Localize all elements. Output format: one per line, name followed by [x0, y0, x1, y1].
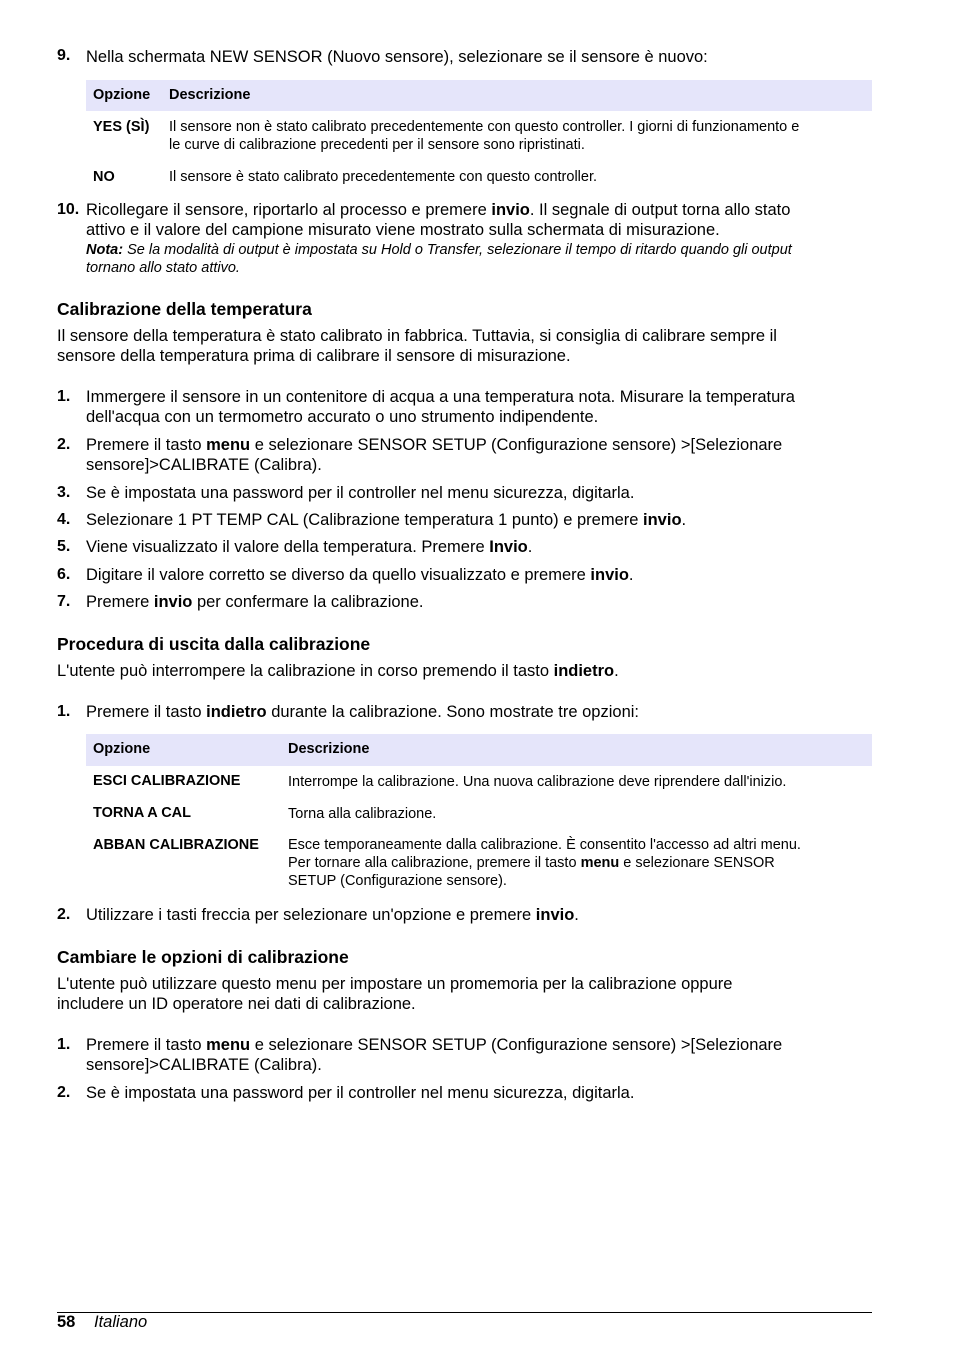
- section-heading: Procedura di uscita dalla calibrazione: [57, 634, 371, 654]
- step-number: 3.: [57, 484, 71, 501]
- table-row-option: YES (SÌ): [93, 119, 150, 135]
- table-row-description: Esce temporaneamente dalla calibrazione. È consentito l'accesso ad altri menu. Per tornare alla calibrazione, premere il tasto menu e selezionare SENSOR SETUP (Configurazione sensore).: [288, 837, 801, 889]
- section-heading: Cambiare le opzioni di calibrazione: [57, 947, 349, 967]
- footer-language: Italiano: [94, 1313, 148, 1331]
- step-number: 1.: [57, 1036, 71, 1053]
- step-text: Digitare il valore corretto se diverso da quello visualizzato e premere invio.: [86, 566, 634, 584]
- step-text: Nella schermata NEW SENSOR (Nuovo sensore), selezionare se il sensore è nuovo:: [86, 48, 708, 66]
- step-text: Premere il tasto menu e selezionare SENSOR SETUP (Configurazione sensore) >[Selezionare sensore]>CALIBRATE (Calibra).: [86, 1036, 783, 1074]
- table-row-description: Torna alla calibrazione.: [288, 806, 437, 822]
- section-intro: L'utente può utilizzare questo menu per impostare un promemoria per la calibrazione oppure includere un ID operatore nei dati di calibrazione.: [57, 975, 733, 1013]
- step-number: 10.: [57, 201, 80, 218]
- table-header-description: Descrizione: [169, 87, 251, 103]
- table-header-option: Opzione: [93, 87, 151, 103]
- step-text: Premere il tasto menu e selezionare SENSOR SETUP (Configurazione sensore) >[Selezionare sensore]>CALIBRATE (Calibra).: [86, 436, 783, 474]
- table-header-option: Opzione: [93, 741, 151, 757]
- step-number: 5.: [57, 538, 71, 555]
- table-row-option: ESCI CALIBRAZIONE: [93, 773, 241, 789]
- note-label: Nota:: [86, 242, 124, 258]
- step-number: 7.: [57, 593, 71, 610]
- step-number: 6.: [57, 566, 71, 583]
- page-number: 58: [57, 1313, 76, 1331]
- table-row-description: Il sensore non è stato calibrato precedentemente con questo controller. I giorni di funzionamento e le curve di calibrazione precedenti per il sensore sono ripristinati.: [169, 119, 800, 153]
- footer-rule: [57, 1312, 872, 1313]
- step-number: 2.: [57, 1084, 71, 1101]
- step-text: Utilizzare i tasti freccia per selezionare un'opzione e premere invio.: [86, 906, 579, 924]
- table-row-option: NO: [93, 169, 115, 185]
- table-row-description: Il sensore è stato calibrato precedentemente con questo controller.: [169, 169, 598, 185]
- step-text: Premere invio per confermare la calibrazione.: [86, 593, 424, 611]
- step-number: 9.: [57, 47, 71, 64]
- table-header-description: Descrizione: [288, 741, 370, 757]
- table-row-option: ABBAN CALIBRAZIONE: [93, 837, 259, 853]
- note: Nota: Se la modalità di output è impostata su Hold o Transfer, selezionare il tempo di ritardo quando gli output tornano allo stato attivo.: [86, 242, 792, 276]
- section-intro: L'utente può interrompere la calibrazione in corso premendo il tasto indietro.: [57, 662, 619, 680]
- step-text: Premere il tasto indietro durante la calibrazione. Sono mostrate tre opzioni:: [86, 703, 640, 721]
- step-number: 2.: [57, 436, 71, 453]
- step-number: 1.: [57, 388, 71, 405]
- table-row-option: TORNA A CAL: [93, 805, 192, 821]
- section-intro: Il sensore della temperatura è stato calibrato in fabbrica. Tuttavia, si consiglia di calibrare sempre il sensore della temperatura prima di calibrare il sensore di misurazione.: [57, 327, 777, 365]
- table-row-description: Interrompe la calibrazione. Una nuova calibrazione deve riprendere dall'inizio.: [288, 774, 787, 790]
- step-number: 4.: [57, 511, 71, 528]
- step-number: 1.: [57, 703, 71, 720]
- step-text: Selezionare 1 PT TEMP CAL (Calibrazione temperatura 1 punto) e premere invio.: [86, 511, 687, 529]
- section-heading: Calibrazione della temperatura: [57, 299, 312, 319]
- step-text: Se è impostata una password per il controller nel menu sicurezza, digitarla.: [86, 1084, 635, 1102]
- table-header: [86, 734, 872, 766]
- step-text: Immergere il sensore in un contenitore di acqua a una temperatura nota. Misurare la temperatura dell'acqua con un termometro accurato o uno strumento indipendente.: [86, 388, 795, 426]
- step-number: 2.: [57, 906, 71, 923]
- step-text: Viene visualizzato il valore della temperatura. Premere Invio.: [86, 538, 533, 556]
- step-text: Se è impostata una password per il controller nel menu sicurezza, digitarla.: [86, 484, 635, 502]
- step-text: Ricollegare il sensore, riportarlo al processo e premere invio. Il segnale di output torna allo stato attivo e il valore del campione misurato viene mostrato sulla schermata di misurazione.: [86, 201, 791, 239]
